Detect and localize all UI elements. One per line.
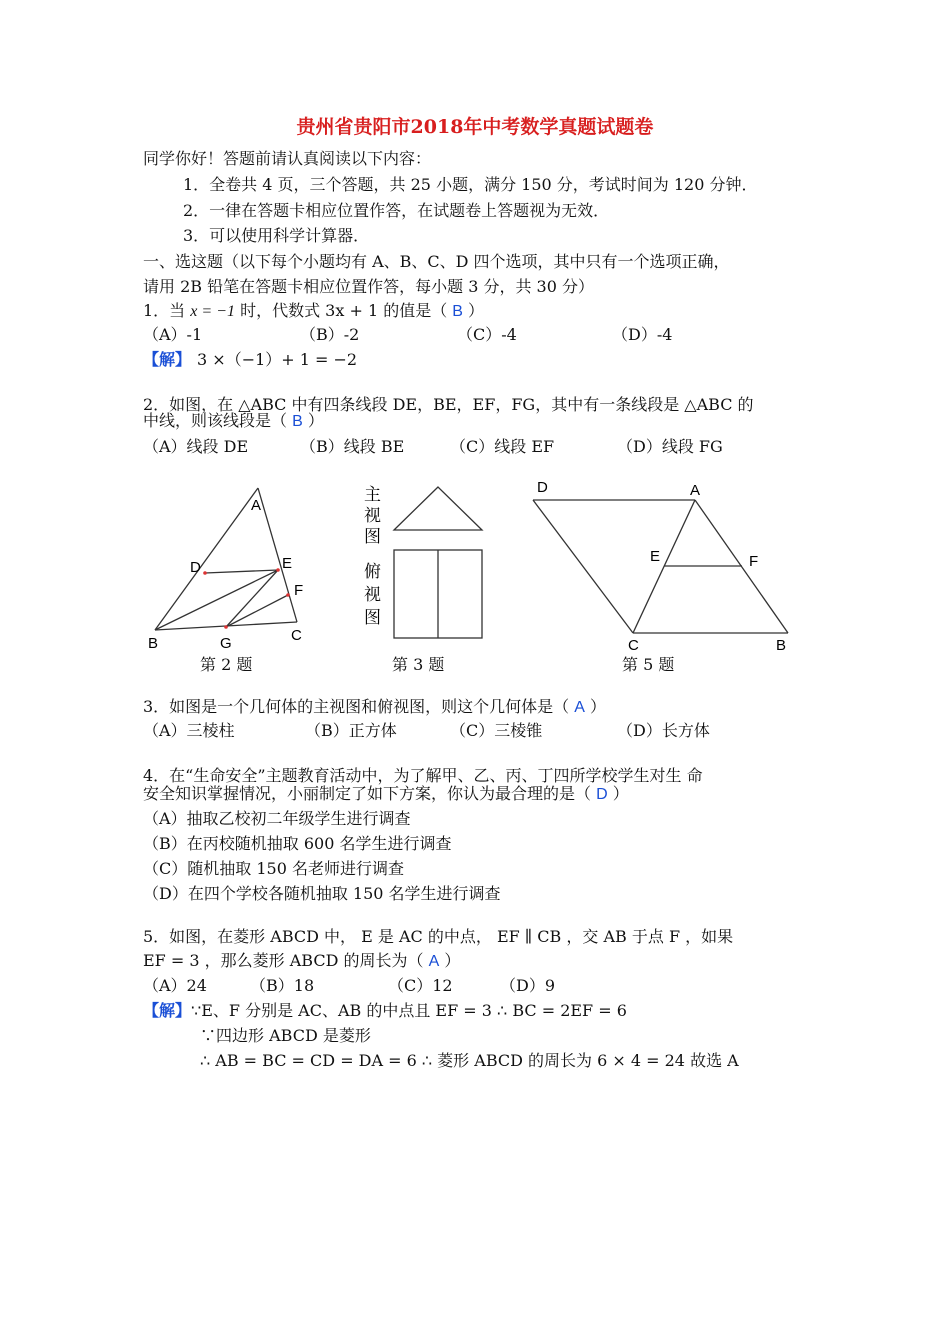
q2-stem-line-2 (143, 410, 324, 433)
q2-stem-prefix: 中线，则该线段是（ (143, 411, 293, 430)
caption-figure-3: 第 3 题 (392, 655, 445, 674)
note-3: 3．可以使用科学计算器． (183, 226, 370, 245)
q5-solution-text-1: ∵E、F 分别是 AC、AB 的中点且 EF = 3 ∴ BC = 2EF = 6 (191, 1001, 627, 1020)
q5-solution-line-1 (143, 1000, 627, 1022)
q2-answer: B (292, 413, 303, 430)
fig2-label-d: D (190, 559, 201, 576)
q1-stem-prefix: 1．当 (143, 301, 191, 320)
q5-option-d: （D）9 (500, 976, 556, 995)
fig5-label-d: D (537, 479, 548, 496)
fig2-label-f: F (294, 582, 304, 599)
q2-option-b: （B）线段 BE (300, 437, 405, 456)
page-title: 贵州省贵阳市2018年中考数学真题试题卷 (296, 116, 654, 138)
fig3-top-2: 视 (364, 585, 381, 604)
q3-answer: A (574, 699, 585, 716)
q5-stem-line-2 (143, 950, 460, 973)
q5-option-c: （C）12 (388, 976, 453, 995)
q4-answer: D (596, 786, 608, 803)
fig5-label-b: B (776, 637, 787, 654)
q1-option-b: （B）-2 (300, 325, 360, 344)
q1-solution-label: 【解】 (143, 350, 192, 369)
fig2-label-b: B (148, 635, 159, 652)
q2-option-a: （A）线段 DE (143, 437, 249, 456)
q5-stem-end: ） (439, 951, 461, 970)
q1-stem-mid: 时，代数式 3x + 1 的值是（ (234, 301, 453, 320)
q3-option-a: （A）三棱柱 (143, 721, 235, 740)
q5-solution-label: 【解】 (143, 1001, 192, 1020)
q1-option-d: （D）-4 (612, 325, 673, 344)
intro-text: 同学你好！答题前请认真阅读以下内容： (143, 149, 432, 168)
q1-option-a: （A）-1 (143, 325, 203, 344)
q5-stem-line-1: 5．如图，在菱形 ABCD 中， E 是 AC 的中点， EF ∥ CB ，交 AB 于点 F ，如果 (143, 927, 734, 946)
section-heading-line-2: 请用 2B 铅笔在答题卡相应位置作答，每小题 3 分，共 30 分） (143, 277, 594, 296)
q2-stem-line-1: 2．如图，在 △ABC 中有四条线段 DE，BE，EF，FG，其中有一条线段是 △ABC 的 (143, 395, 754, 414)
q2-option-d: （D）线段 FG (617, 437, 723, 456)
fig3-top-3: 图 (364, 608, 381, 627)
fig3-top-1: 俯 (364, 562, 381, 581)
q1-solution-text: 3 ×（−1）+ 1 = −2 (197, 350, 358, 369)
fig2-label-a: A (251, 497, 262, 514)
q1-stem-math: x = −1 (190, 303, 235, 320)
q3-option-d: （D）长方体 (617, 721, 710, 740)
q4-option-a: （A）抽取乙校初二年级学生进行调查 (143, 809, 411, 828)
q1-option-c: （C）-4 (457, 325, 517, 344)
fig5-label-e: E (650, 548, 661, 565)
caption-figure-5: 第 5 题 (622, 655, 675, 674)
q4-stem-end: ） (607, 784, 629, 803)
note-2: 2．一律在答题卡相应位置作答，在试题卷上答题视为无效． (183, 201, 610, 220)
q4-option-b: （B）在丙校随机抽取 600 名学生进行调查 (143, 834, 452, 853)
q4-stem-prefix: 安全知识掌握情况，小丽制定了如下方案，你认为最合理的是（ (143, 784, 597, 803)
fig2-label-e: E (282, 555, 293, 572)
q3-option-b: （B）正方体 (305, 721, 397, 740)
fig5-label-a: A (690, 482, 701, 499)
q3-stem-end: ） (584, 697, 607, 716)
fig3-front-2: 视 (364, 506, 381, 525)
figure-2-triangle (155, 488, 297, 630)
q3-option-c: （C）三棱锥 (450, 721, 543, 740)
q5-stem-prefix: EF = 3 ，那么菱形 ABCD 的周长为（ (143, 951, 429, 970)
q5-option-a: （A）24 (143, 976, 207, 995)
q1-stem-end: ） (462, 301, 485, 320)
q4-stem-line-2 (143, 783, 629, 806)
fig2-label-g: G (220, 635, 232, 652)
q5-solution-line-2: ∵四边形 ABCD 是菱形 (200, 1026, 371, 1045)
q1-stem (143, 300, 484, 323)
q2-stem-end: ） (302, 411, 324, 430)
q1-solution (143, 349, 357, 371)
q5-solution-line-3: ∴ AB = BC = CD = DA = 6 ∴ 菱形 ABCD 的周长为 6 × 4 = 24 故选 A (200, 1051, 739, 1070)
fig3-front-3: 图 (364, 527, 381, 546)
q5-answer: A (428, 953, 440, 970)
caption-figure-2: 第 2 题 (200, 655, 253, 674)
q3-stem-prefix: 3．如图是一个几何体的主视图和俯视图，则这个几何体是（ (143, 697, 575, 716)
q1-answer: B (452, 303, 463, 320)
q5-option-b: （B）18 (250, 976, 315, 995)
note-1: 1．全卷共 4 页，三个答题，共 25 小题，满分 150 分，考试时间为 120 分钟． (183, 175, 758, 194)
q4-stem-line-1: 4．在“生命安全”主题教育活动中，为了解甲、乙、丙、丁四所学校学生对生 命 (143, 766, 703, 785)
figures-panel (0, 470, 950, 685)
q2-option-c: （C）线段 EF (450, 437, 555, 456)
section-heading-line-1: 一、选这题（以下每个小题均有 A、B、C、D 四个选项，其中只有一个选项正确， (143, 252, 730, 271)
fig2-label-c: C (291, 627, 302, 644)
q3-stem (143, 696, 606, 719)
q4-option-d: （D）在四个学校各随机抽取 150 名学生进行调查 (143, 884, 501, 903)
fig5-label-c: C (628, 637, 639, 654)
figure-3-views (394, 487, 482, 638)
fig5-label-f: F (749, 553, 759, 570)
q4-option-c: （C）随机抽取 150 名老师进行调查 (143, 859, 404, 878)
fig3-front-1: 主 (364, 485, 381, 504)
